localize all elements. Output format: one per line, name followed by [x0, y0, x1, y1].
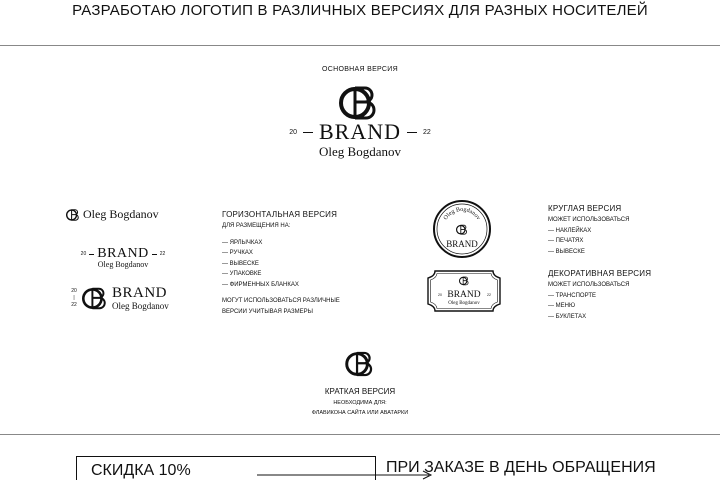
year-start: 20 — [71, 287, 77, 294]
horizontal-logo-1 — [66, 207, 159, 222]
short-version-title: КРАТКАЯ ВЕРСИЯ — [324, 387, 396, 396]
list-item: — БУКЛЕТАХ — [548, 313, 587, 320]
year-end: 22 — [71, 301, 77, 308]
owner-name: Oleg Bogdanov — [83, 207, 159, 221]
dash-left — [89, 254, 94, 255]
horizontal-logo-2 — [78, 246, 168, 269]
short-version-description — [0, 386, 720, 418]
note-line: МОГУТ ИСПОЛЬЗОВАТЬСЯ РАЗЛИЧНЫЕ — [222, 298, 340, 304]
discount-banner — [76, 456, 376, 480]
list-item: — УПАКОВКЕ — [222, 271, 262, 277]
order-condition-text: ПРИ ЗАКАЗЕ В ДЕНЬ ОБРАЩЕНИЯ — [386, 459, 656, 476]
top-divider — [0, 45, 720, 46]
ob-monogram-logo — [339, 84, 379, 122]
list-item: — НАКЛЕЙКАХ — [548, 227, 592, 234]
list-item: — ПЕЧАТЯХ — [548, 238, 584, 244]
ob-monogram-logo — [82, 286, 108, 311]
list-item: — ФИРМЕННЫХ БЛАНКАХ — [222, 281, 299, 288]
list-item: — ТРАНСПОРТЕ — [548, 292, 596, 299]
note-line: ВЕРСИИ УЧИТЫВАЯ РАЗМЕРЫ — [222, 308, 313, 315]
year-start: 20 — [438, 293, 442, 297]
year-start: 20 — [289, 128, 297, 136]
year-start: 20 — [80, 251, 87, 257]
decorative-version-subtitle: МОЖЕТ ИСПОЛЬЗОВАТЬСЯ — [548, 282, 630, 288]
round-version-description — [548, 203, 629, 257]
owner-name: Oleg Bogdanov — [97, 260, 149, 269]
list-item: — МЕНЮ — [548, 303, 576, 309]
short-version-line: НЕОБХОДИМА ДЛЯ: — [333, 400, 387, 406]
brand-wordmark: BRAND — [97, 246, 149, 261]
horizontal-version-description — [222, 209, 340, 317]
list-item: — ВЫВЕСКЕ — [548, 248, 585, 255]
list-item: — ЯРЛЫЧКАХ — [222, 239, 263, 246]
ob-monogram-logo — [345, 350, 375, 378]
horizontal-logo-3 — [70, 285, 169, 311]
decorative-version-title: ДЕКОРАТИВНАЯ ВЕРСИЯ — [548, 269, 652, 278]
vertical-years — [70, 288, 78, 309]
dash-left — [303, 132, 313, 133]
short-version-line: ФЛАВИКОНА САЙТА ИЛИ АВАТАРКИ — [311, 410, 409, 416]
round-version-subtitle: МОЖЕТ ИСПОЛЬЗОВАТЬСЯ — [548, 217, 630, 223]
main-wordmark — [0, 120, 720, 144]
badge-name-text: Oleg Bogdanov — [448, 301, 480, 306]
page-title: РАЗРАБОТАЮ ЛОГОТИП В РАЗЛИЧНЫХ ВЕРСИЯХ ДЛЯ РАЗНЫХ НОСИТЕЛЕЙ — [72, 2, 648, 19]
dash-right — [407, 132, 417, 133]
brand-wordmark: BRAND — [112, 285, 168, 301]
list-item: — РУЧКАХ — [222, 250, 253, 256]
round-version-title: КРУГЛАЯ ВЕРСИЯ — [548, 204, 622, 213]
dash-right — [152, 254, 157, 255]
badge-top-text: Oleg Bogdanov — [442, 206, 482, 222]
bottom-divider — [0, 434, 720, 435]
owner-name: Oleg Bogdanov — [112, 301, 169, 311]
horizontal-version-title: ГОРИЗОНТАЛЬНАЯ ВЕРСИЯ — [222, 210, 338, 219]
year-end: 22 — [487, 293, 491, 297]
main-version-label: ОСНОВНАЯ ВЕРСИЯ — [322, 66, 398, 73]
ob-monogram-logo — [66, 208, 80, 222]
horizontal-version-subtitle: ДЛЯ РАЗМЕЩЕНИЯ НА: — [222, 223, 291, 229]
year-end: 22 — [423, 128, 431, 136]
brand-wordmark: BRAND — [318, 119, 401, 144]
badge-brand-text: BRAND — [447, 290, 481, 300]
decorative-badge-logo — [427, 270, 501, 312]
owner-name: Oleg Bogdanov — [319, 144, 401, 159]
decorative-version-description — [548, 268, 651, 322]
round-badge-logo — [432, 199, 492, 259]
discount-label: СКИДКА 10% — [91, 462, 191, 479]
year-separator: | — [73, 294, 75, 301]
list-item: — ВЫВЕСКЕ — [222, 260, 259, 267]
year-end: 22 — [159, 251, 166, 257]
badge-brand-text: BRAND — [446, 239, 478, 249]
